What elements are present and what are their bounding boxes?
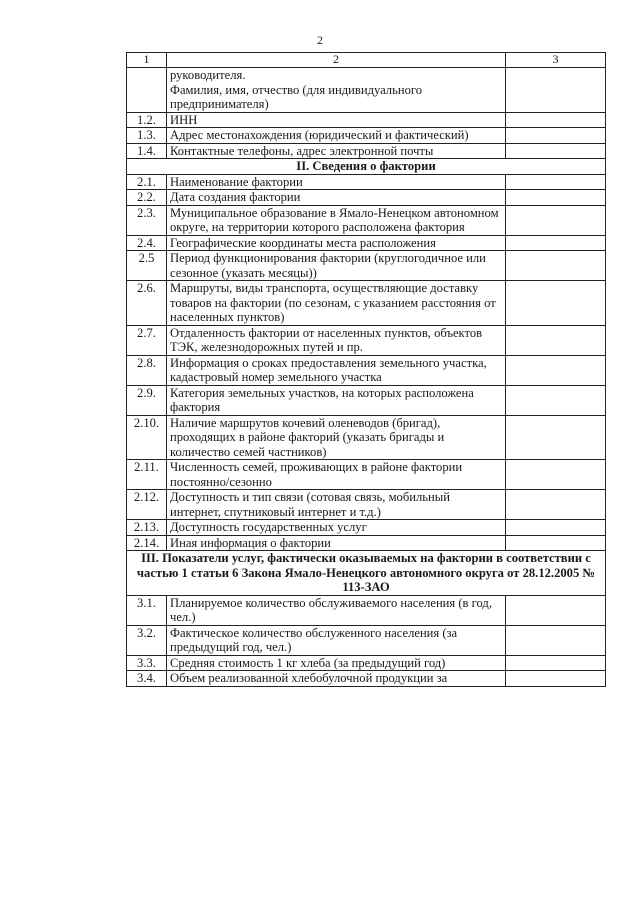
row-value-cell[interactable] [506, 490, 606, 520]
row-description: Доступность и тип связи (сотовая связь, мобильный интернет, спутниковый интернет и т.д.) [167, 490, 506, 520]
row-description: Доступность государственных услуг [167, 520, 506, 536]
table-header-row [127, 53, 606, 68]
row-number: 3.2. [127, 625, 167, 655]
row-value-cell[interactable] [506, 112, 606, 128]
row-value-cell[interactable] [506, 325, 606, 355]
table-row [127, 190, 606, 206]
row-number: 2.11. [127, 460, 167, 490]
row-value-cell[interactable] [506, 235, 606, 251]
row-value-cell[interactable] [506, 655, 606, 671]
row-number [127, 68, 167, 113]
row-number: 2.3. [127, 205, 167, 235]
row-value-cell[interactable] [506, 143, 606, 159]
table-row [127, 235, 606, 251]
row-description: Контактные телефоны, адрес электронной почты [167, 143, 506, 159]
application-form-table [126, 52, 606, 687]
row-number: 2.2. [127, 190, 167, 206]
table-row [127, 625, 606, 655]
table-row [127, 281, 606, 326]
row-description: Планируемое количество обслуживаемого населения (в год, чел.) [167, 595, 506, 625]
row-description: Средняя стоимость 1 кг хлеба (за предыдущий год) [167, 655, 506, 671]
row-number: 1.4. [127, 143, 167, 159]
row-number: 1.3. [127, 128, 167, 144]
row-value-cell[interactable] [506, 671, 606, 687]
table-row [127, 671, 606, 687]
row-value-cell[interactable] [506, 355, 606, 385]
table-row [127, 520, 606, 536]
row-value-cell[interactable] [506, 460, 606, 490]
table-row [127, 174, 606, 190]
table-row [127, 655, 606, 671]
row-value-cell[interactable] [506, 520, 606, 536]
row-value-cell[interactable] [506, 205, 606, 235]
row-number: 2.14. [127, 535, 167, 551]
row-number: 3.3. [127, 655, 167, 671]
row-value-cell[interactable] [506, 281, 606, 326]
row-description: Информация о сроках предоставления земельного участка, кадастровый номер земельного участка [167, 355, 506, 385]
row-number: 2.6. [127, 281, 167, 326]
table-row [127, 460, 606, 490]
row-value-cell[interactable] [506, 128, 606, 144]
row-value-cell[interactable] [506, 251, 606, 281]
section-header-row [127, 159, 606, 175]
row-description: Категория земельных участков, на которых расположена фактория [167, 385, 506, 415]
row-number: 2.5 [127, 251, 167, 281]
section-header-row [127, 551, 606, 596]
row-description: Отдаленность фактории от населенных пунктов, объектов ТЭК, железнодорожных путей и пр. [167, 325, 506, 355]
row-number: 2.12. [127, 490, 167, 520]
table-row [127, 385, 606, 415]
row-value-cell[interactable] [506, 415, 606, 460]
row-description: Период функционирования фактории (круглогодичное или сезонное (указать месяцы)) [167, 251, 506, 281]
row-value-cell[interactable] [506, 625, 606, 655]
row-value-cell[interactable] [506, 535, 606, 551]
table-row [127, 251, 606, 281]
row-number: 2.4. [127, 235, 167, 251]
row-value-cell[interactable] [506, 385, 606, 415]
section-title: II. Сведения о фактории [127, 159, 606, 175]
row-number: 1.2. [127, 112, 167, 128]
table-row [127, 325, 606, 355]
row-description: Маршруты, виды транспорта, осуществляющие доставку товаров на фактории (по сезонам, с указанием расстояния от населенных пунктов) [167, 281, 506, 326]
table-row [127, 490, 606, 520]
row-description: Наличие маршрутов кочевий оленеводов (бригад), проходящих в районе факторий (указать бригады и количество семей частников) [167, 415, 506, 460]
row-description: Географические координаты места расположения [167, 235, 506, 251]
row-description: ИНН [167, 112, 506, 128]
page-number: 2 [317, 33, 323, 47]
row-number: 2.9. [127, 385, 167, 415]
row-number: 2.7. [127, 325, 167, 355]
row-number: 2.1. [127, 174, 167, 190]
column-header-1: 1 [127, 53, 167, 68]
row-description: Наименование фактории [167, 174, 506, 190]
row-value-cell[interactable] [506, 595, 606, 625]
table-row [127, 355, 606, 385]
table-row [127, 595, 606, 625]
row-description: Численность семей, проживающих в районе фактории постоянно/сезонно [167, 460, 506, 490]
row-description: Фактическое количество обслуженного населения (за предыдущий год, чел.) [167, 625, 506, 655]
row-value-cell[interactable] [506, 190, 606, 206]
table-row [127, 205, 606, 235]
table-row [127, 68, 606, 113]
row-description: Объем реализованной хлебобулочной продукции за [167, 671, 506, 687]
table-row [127, 535, 606, 551]
table-row [127, 415, 606, 460]
table-row [127, 128, 606, 144]
row-number: 2.13. [127, 520, 167, 536]
column-header-2: 2 [167, 53, 506, 68]
row-number: 3.4. [127, 671, 167, 687]
row-value-cell[interactable] [506, 174, 606, 190]
row-description: Иная информация о фактории [167, 535, 506, 551]
table-row [127, 143, 606, 159]
column-header-3: 3 [506, 53, 606, 68]
row-description: Адрес местонахождения (юридический и фактический) [167, 128, 506, 144]
section-title: III. Показатели услуг, фактически оказываемых на фактории в соответствии с частью 1 статьи 6 Закона Ямало-Ненецкого автономного округа от 28.12.2005 № 113-ЗАО [127, 551, 606, 596]
row-number: 2.8. [127, 355, 167, 385]
row-description: Муниципальное образование в Ямало-Ненецком автономном округе, на территории которого расположена фактория [167, 205, 506, 235]
row-number: 2.10. [127, 415, 167, 460]
row-description: Дата создания фактории [167, 190, 506, 206]
row-description: руководителя. Фамилия, имя, отчество (для индивидуального предпринимателя) [167, 68, 506, 113]
row-value-cell[interactable] [506, 68, 606, 113]
row-number: 3.1. [127, 595, 167, 625]
table-row [127, 112, 606, 128]
